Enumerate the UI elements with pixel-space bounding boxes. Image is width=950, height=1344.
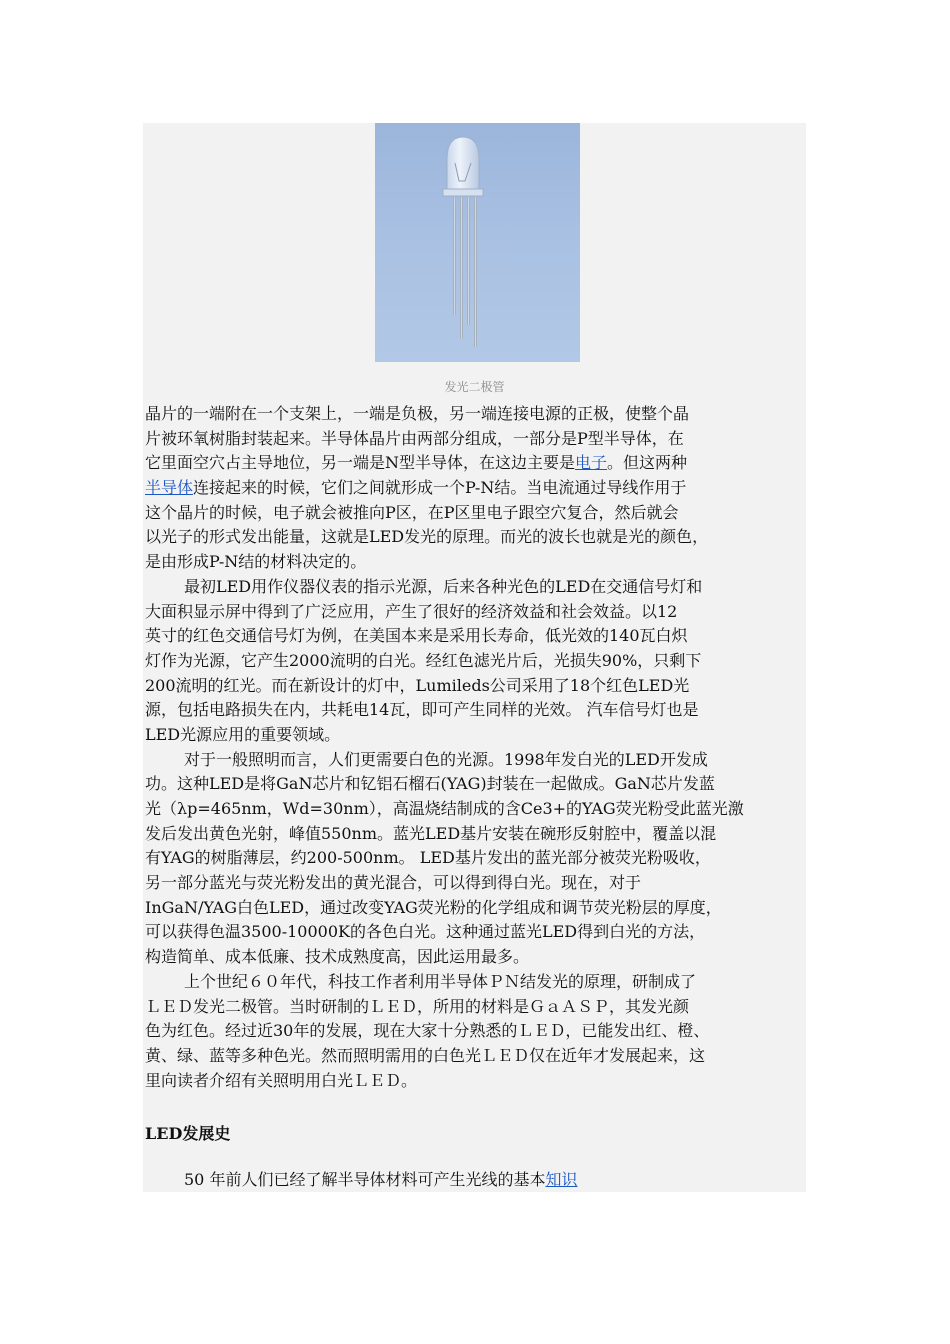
text-run: 里向读者介绍有关照明用白光ＬＥＤ。 (145, 1070, 418, 1090)
text-run: 上个世纪６０年代，科技工作者利用半导体ＰＮ结发光的原理，研制成了 (184, 971, 697, 991)
paragraph-line (145, 748, 808, 773)
text-run: 连接起来的时候，它们之间就形成一个P-N结。当电流通过导线作用于 (193, 478, 687, 498)
paragraph-line (145, 476, 808, 501)
text-run: 大面积显示屏中得到了广泛应用，产生了很好的经济效益和社会效益。以12 (145, 601, 678, 621)
paragraph-line (145, 871, 808, 896)
inline-link[interactable]: 知识 (545, 1170, 578, 1189)
paragraph-line (145, 600, 808, 625)
text-run: LED光源应用的重要领域。 (145, 724, 341, 744)
led-diode-icon (375, 123, 580, 362)
text-run: 以光子的形式发出能量，这就是LED发光的原理。而光的波长也就是光的颜色， (145, 527, 709, 547)
paragraph-line (145, 698, 808, 723)
text-run: 它里面空穴占主导地位，另一端是N型半导体，在这边主要是 (145, 453, 576, 473)
article-last-line (184, 1167, 577, 1190)
text-run: 可以获得色温3500-10000K的各色白光。这种通过蓝光LED得到白光的方法， (145, 922, 706, 942)
paragraph-line (145, 1044, 808, 1069)
text-run: 最初LED用作仪器仪表的指示光源，后来各种光色的LED在交通信号灯和 (184, 576, 703, 596)
text-run: 。但这两种 (607, 453, 688, 473)
text-run: 对于一般照明而言，人们更需要白色的光源。1998年发白光的LED开发成 (184, 749, 708, 769)
text-run: 晶片的一端附在一个支架上，一端是负极，另一端连接电源的正极，使整个晶 (145, 404, 690, 423)
text-run: 是由形成P-N结的材料决定的。 (145, 552, 367, 572)
paragraph-line (145, 451, 808, 476)
text-run: 黄、绿、蓝等多种色光。然而照明需用的白色光ＬＥＤ仅在近年才发展起来，这 (145, 1045, 706, 1065)
paragraph-line (145, 427, 808, 452)
text-run: 片被环氧树脂封装起来。半导体晶片由两部分组成，一部分是P型半导体，在 (145, 428, 684, 448)
paragraph-line (145, 995, 808, 1020)
text-run: ＬＥＤ发光二极管。当时研制的ＬＥＤ，所用的材料是ＧａＡＳＰ，其发光颜 (145, 996, 690, 1016)
text-run: 发后发出黄色光射，峰值550nm。蓝光LED基片安装在碗形反射腔中，覆盖以混 (145, 823, 717, 843)
text-run: 源，包括电路损失在内，共耗电14瓦，即可产生同样的光效。 汽车信号灯也是 (145, 700, 699, 720)
paragraph-line (145, 575, 808, 600)
text-run: 这个晶片的时候，电子就会被推向P区，在P区里电子跟空穴复合，然后就会 (145, 502, 679, 522)
paragraph-line (145, 723, 808, 748)
text-run: 有YAG的树脂薄层，约200-500nm。 LED基片发出的蓝光部分被荧光粉吸收， (145, 848, 711, 868)
text-run: 光（λp=465nm，Wd=30nm），高温烧结制成的含Ce3+的YAG荧光粉受此蓝光激 (145, 799, 744, 818)
paragraph-line (145, 525, 808, 550)
text-run: 50 年前人们已经了解半导体材料可产生光线的基本 (184, 1170, 546, 1189)
text-run: 灯作为光源，它产生2000流明的白光。经红色滤光片后，光损失90%，只剩下 (145, 650, 702, 670)
paragraph-line (145, 920, 808, 945)
paragraph-line (145, 501, 808, 526)
led-photo (375, 123, 580, 362)
paragraph-line (145, 1069, 808, 1094)
figure-caption: 发光二极管 (444, 380, 505, 394)
paragraph-line (145, 970, 808, 995)
text-run: 另一部分蓝光与荧光粉发出的黄光混合，可以得到得白光。现在，对于 (145, 873, 642, 893)
inline-link[interactable]: 电子 (575, 453, 608, 473)
paragraph-line (145, 797, 808, 822)
paragraph-line (145, 402, 808, 427)
article-panel (143, 123, 806, 1192)
paragraph-line (145, 624, 808, 649)
text-run: 构造简单、成本低廉、技术成熟度高，因此运用最多。 (145, 947, 530, 967)
paragraph-line (145, 945, 808, 970)
section-heading: LED发展史 (145, 1124, 231, 1143)
text-run: 英寸的红色交通信号灯为例，在美国本来是采用长寿命，低光效的140瓦白炽 (145, 626, 688, 646)
paragraph-line (145, 1019, 808, 1044)
paragraph-line (145, 674, 808, 699)
paragraph-line (145, 772, 808, 797)
paragraph-line (145, 846, 808, 871)
paragraph-line (145, 896, 808, 921)
article-body (145, 402, 808, 1093)
text-run: InGaN/YAG白色LED，通过改变YAG荧光粉的化学组成和调节荧光粉层的厚度， (145, 897, 722, 917)
paragraph-line (145, 649, 808, 674)
paragraph-line (145, 822, 808, 847)
text-run: 200流明的红光。而在新设计的灯中，Lumileds公司采用了18个红色LED光 (145, 675, 690, 695)
text-run: 功。这种LED是将GaN芯片和钇铝石榴石(YAG)封装在一起做成。GaN芯片发蓝 (145, 774, 715, 794)
text-run: 色为红色。经过近30年的发展，现在大家十分熟悉的ＬＥＤ，已能发出红、橙、 (145, 1021, 710, 1041)
inline-link[interactable]: 半导体 (145, 478, 194, 498)
paragraph-line (145, 550, 808, 575)
